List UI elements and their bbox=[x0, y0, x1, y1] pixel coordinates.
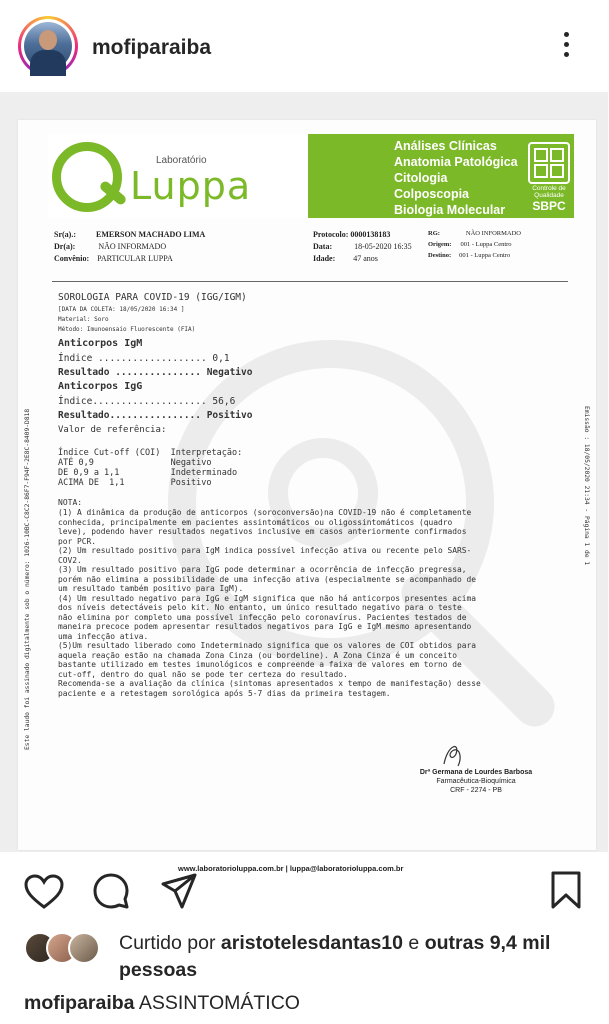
liked-by-text[interactable]: Curtido por aristotelesdantas10 e outras 9,4 mil pessoas bbox=[119, 932, 551, 981]
digital-signature-text: Este laudo foi assinado digitalmente sob o número: 1026-10BC-C8C2-86F7-F94F-2E8C-8409-D818 bbox=[24, 408, 31, 750]
igg-result: Resultado................ Positivo bbox=[58, 410, 253, 421]
more-vertical-icon[interactable] bbox=[560, 32, 572, 62]
avatar[interactable] bbox=[18, 16, 78, 76]
post-caption bbox=[24, 992, 300, 1015]
reference-table: Índice Cut-off (COI) Interpretação: ATÉ 0,9 Negativo DE 0,9 a 1,1 Indeterminado ACIMA DE 1,1 Positivo bbox=[58, 448, 243, 488]
post-header bbox=[0, 0, 608, 92]
avatar-photo bbox=[24, 22, 72, 70]
likes-row bbox=[24, 930, 604, 986]
lab-footer: www.laboratorioluppa.com.br | luppa@laboratorioluppa.com.br bbox=[178, 864, 404, 873]
protocol-info: Protocolo: 0000138183 Data: 18-05-2020 16:35 Idade: 47 anos bbox=[313, 230, 412, 263]
origin-info: RG: NÃO INFORMADO Origem: 001 - Luppa Centro Destino: 001 - Luppa Centro bbox=[428, 230, 521, 259]
post-username[interactable]: mofiparaiba bbox=[92, 36, 212, 59]
igg-title: Anticorpos IgG bbox=[58, 381, 143, 392]
comment-icon[interactable] bbox=[92, 872, 130, 910]
lab-report: Laboratório Luppa Análises Clínicas Anatomia Patológica Citologia Colposcopia Biologia Molecular Controle de Qualidade SBPC Sr(a).: EMERSON MACHADO LIMA Dr(a): NÃO INFORMADO Convênio: PARTICULAR LUPPA Protocolo: 0000138183 Data: 18-05-2020 16:35 Idade: 47 anos RG: NÃO INFORMADO Origem: 001 - Luppa Centro Destino: 001 - Luppa Centro SOROLOGIA PARA COVID-19 (IGG/IGM) [DATA DA COLETA: 18/05/2020 16:34 ] Material: Soro Método: Imunoensaio Fluorescente (FIA) Anticorpos IgM Índice ................... 0,1 Resultado ............... Negativo Anticorpos IgG Índice.................... 56,6 Resultado................ Positivo Valor de referência: Índice Cut-off (COI) Interpretação: ATÉ 0,9 Negativo DE 0,9 a 1,1 Indeterminado ACIMA DE 1,1 Positivo NOTA: (1) A dinâmica da produção de anticorpos (soroconversão)na COVID-19 não é completamente conhecida, principalmente em pacientes assintomáticos ou oligossintomáticos (quadro leve), podendo haver resultados negativos inclusive em casos anteriormente confirmados por PCR. (2) Um resultado positivo para IgM indica possível infecção ativa ou recente pelo SARS- COV2. (3) Um resultado positivo para IgG pode determinar a ocorrência de infecção pregressa, porém não elimina a possibilidade de uma infecção ativa (especialmente se acompanhado de um resultado também positivo para IgM). (4) Um resultado negativo para IgG e IgM significa que não há anticorpos presentes acima dos níveis detectáveis pelo kit. No entanto, um único resultado negativo para o teste não elimina por completo uma possível infecção pelo coronavírus. Pacientes testados de maneira precoce podem apresentar resultados negativos para IgG e IgM mesmo apresentando uma infecção ativa. (5)Um resultado liberado como Indeterminado significa que os valores de COI obtidos para aquela reação estão na chamada Zona Cinza (ou bordeline). A Zona Cinza é um conceito bastante utilizado em testes imunológicos e compreende a faixa de valores em torno de cut-off, dentro do qual não se pode ter certeza do resultado. Recomenda-se a avaliação da clínica (sintomas apresentados x tempo de manifestação) desse paciente e a retestagem sorológica após 5-7 dias da primeira testagem. Este laudo foi assinado digitalmente sob o número: 1026-10BC-C8C2-86F7-F94F-2E8C-8409-D818 Emissão : 18/05/2020 21:34 - Página 1 de 1 Drª Germana de Lourdes Barbosa Farmacêutica-Bioquímica CRF - 2274 - PB www.laboratorioluppa.com.br | luppa@laboratorioluppa.com.br bbox=[18, 120, 596, 850]
post-actions bbox=[0, 852, 608, 922]
heart-icon[interactable] bbox=[24, 874, 64, 910]
avatar bbox=[68, 932, 100, 964]
patient-info: Sr(a).: EMERSON MACHADO LIMA Dr(a): NÃO INFORMADO Convênio: PARTICULAR LUPPA bbox=[54, 230, 206, 263]
bookmark-icon[interactable] bbox=[550, 870, 582, 910]
lab-services: Análises Clínicas Anatomia Patológica Citologia Colposcopia Biologia Molecular bbox=[394, 139, 518, 217]
igg-index: Índice.................... 56,6 bbox=[58, 396, 236, 407]
signature-mark bbox=[438, 740, 468, 770]
caption-username[interactable]: mofiparaiba bbox=[24, 992, 135, 1014]
emission-text: Emissão : 18/05/2020 21:34 - Página 1 de 1 bbox=[583, 406, 590, 566]
caption-text: ASSINTOMÁTICO bbox=[138, 992, 300, 1014]
notes-text: (1) A dinâmica da produção de anticorpos (soroconversão)na COVID-19 não é completamente conhecida, principalmente em pacientes assintomáticos ou oligossintomáticos (quadro leve), podendo haver resultados negativos inclusive em casos anteriormente confirmados por PCR. (2) Um resultado positivo para IgM indica possível infecção ativa ou recente pelo SARS- COV2. (3) Um resultado positivo para IgG pode determinar a ocorrência de infecção pregressa, porém não elimina a possibilidade de uma infecção ativa (especialmente se acompanhado de um resultado também positivo para IgM). (4) Um resultado negativo para IgG e IgM significa que não há anticorpos presentes acima dos níveis detectáveis pelo kit. No entanto, um único resultado negativo para o teste não elimina por completo uma possível infecção pelo coronavírus. Pacientes testados de maneira precoce podem apresentar resultados negativos para IgG e IgM mesmo apresentando uma infecção ativa. (5)Um resultado liberado como Indeterminado significa que os valores de COI obtidos para aquela reação estão na chamada Zona Cinza (ou bordeline). A Zona Cinza é um conceito bastante utilizado em testes imunológicos e compreende a faixa de valores em torno de cut-off, dentro do qual não se pode ter certeza do resultado. Recomenda-se a avaliação da clínica (sintomas apresentados x tempo de manifestação) desse paciente e a retestagem sorológica após 5-7 dias da primeira testagem. bbox=[58, 508, 481, 698]
exam-title: SOROLOGIA PARA COVID-19 (IGG/IGM) bbox=[58, 292, 247, 303]
igm-title: Anticorpos IgM bbox=[58, 338, 143, 349]
lab-logo: Laboratório Luppa bbox=[52, 142, 312, 212]
sbpc-logo: Controle de Qualidade SBPC bbox=[528, 142, 570, 216]
doctor-signature: Drª Germana de Lourdes Barbosa Farmacêutica-Bioquímica CRF - 2274 - PB bbox=[419, 769, 533, 794]
igm-result: Resultado ............... Negativo bbox=[58, 367, 253, 378]
igm-index: Índice ................... 0,1 bbox=[58, 353, 230, 364]
share-icon[interactable] bbox=[160, 872, 198, 910]
post-image[interactable] bbox=[0, 92, 608, 873]
liker-avatars[interactable] bbox=[24, 932, 116, 962]
